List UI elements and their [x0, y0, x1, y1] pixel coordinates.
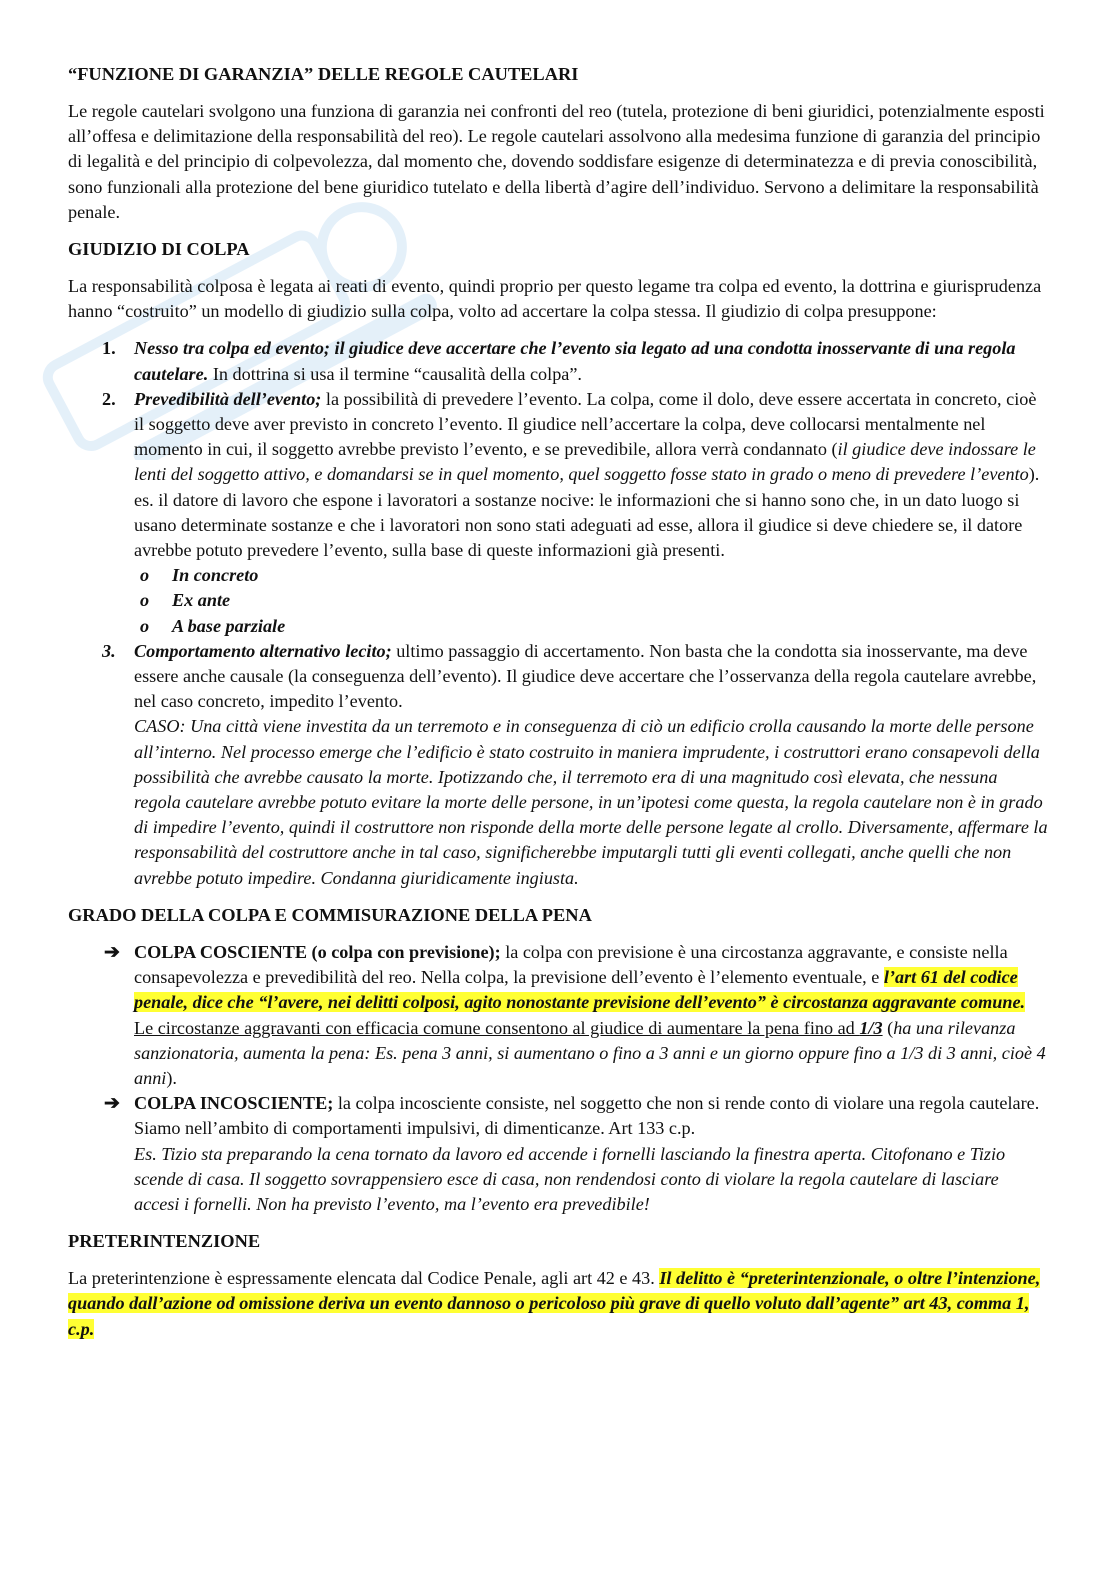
section-title-funzione-garanzia: “FUNZIONE DI GARANZIA” DELLE REGOLE CAUTELARI [68, 64, 579, 84]
bullet-icon: o [140, 565, 150, 586]
paragraph-preterintenzione: La preterintenzione è espressamente elencata dal Codice Penale, agli art 42 e 43. Il delitto è “preterintenzionale, o oltre l’intenzione, quando dall’azione od omissione deriva un evento dannoso o pericoloso più grave di quello voluto dall’agente” art 43, comma 1, c.p. [68, 1268, 1041, 1339]
arrow-right-icon: ➔ [104, 941, 120, 963]
paragraph-giudizio-colpa: La responsabilità colposa è legata ai reati di evento, quindi proprio per questo legame tra colpa ed evento, la dottrina e giurisprudenza hanno “costruito” un modello di giudizio sulla colpa, volto ad accertare la colpa stessa. Il giudizio di colpa presuppone: [68, 276, 1042, 322]
bullet-icon: o [140, 615, 150, 636]
giudizio-list [68, 336, 1048, 890]
list-item-colpa-cosciente: ➔ COLPA COSCIENTE (o colpa con previsione); la colpa con previsione è una circostanza aggravante, e consiste nella consapevolezza e prevedibilità del reo. Nella colpa, la previsione dell’evento è l’elemento eventuale, e l’art 61 del codice penale, dice che “l’avere, nei delitti colposi, agito nonostante previsione dell’evento” è circostanza aggravante comune. Le circostanze aggravanti con efficacia comune consentono al giudice di aumentare la pena fino ad 1/3 (ha una rilevanza sanzionatoria, aumenta la pena: Es. pena 3 anni, si aumentano o fino a 3 anni e un giorno oppure fino a 1/3 di 3 anni, cioè 4 anni). [104, 941, 1046, 1088]
list-item: 2. Prevedibilità dell’evento; la possibilità di prevedere l’evento. La colpa, come il dolo, deve essere accertata in concreto, cioè il soggetto deve aver previsto in concreto l’evento. Il giudice nell’accertare la colpa, deve collocarsi mentalmente nel momento in cui, il soggetto avrebbe previsto l’evento, e se prevedibile, allora verrà condannato (il giudice deve indossare le lenti del soggetto attivo, e domandarsi se in quel momento, quel soggetto fosse stato in grado o meno di prevedere l’evento). es. il datore di lavoro che espone i lavoratori a sostanze nocive: le informazioni che si hanno sono che, in un dato luogo si usano determinate sostanze e che i lavoratori non sono stati adeguati ad esse, allora il giudice si deve chiedere se, il datore avrebbe potuto prevedere l’evento, sulla base di queste informazioni già presenti. o In concreto o Ex ante o A base parziale [68, 387, 1048, 639]
document-page [68, 62, 1048, 1354]
caso-example: CASO: Una città viene investita da un terremoto e in conseguenza di ciò un edificio crolla causando la morte delle persone all’interno. Nel processo emerge che l’edificio è stato costruito in maniera imprudente, i costruttori erano consapevoli della possibilità che avrebbe causato la morte. Ipotizzando che, il terremoto era di una magnitudo così elevata, che nessuna regola cautelare avrebbe potuto evitare la morte delle persone, in un’ipotesi come questa, la regola cautelare non è in grado di impedire l’evento, quindi il costruttore non risponde della morte delle persone legate al crollo. Diversamente, affermare la responsabilità del costruttore anche in tal caso, significherebbe imputargli tutti gli eventi collegati, anche quelli che non avrebbe potuto impedire. Condanna giuridicamente ingiusta. [134, 716, 1048, 888]
paragraph-funzione-garanzia: Le regole cautelari svolgono una funziona di garanzia nei confronti del reo (tutela, protezione di beni giuridici, potenzialmente esposti all’offesa e delimitazione della responsabilità del reo). Le regole cautelari assolvono alla medesima funzione di garanzia del principio di legalità e del principio di colpevolezza, dal momento che, dovendo soddisfare esigenze di determinatezza e di previa conoscibilità, sono funzionali alla protezione del bene giuridico tutelato e della libertà d’agire dell’individuo. Servono a delimitare la responsabilità penale. [68, 101, 1045, 222]
list-item: 1. Nesso tra colpa ed evento; il giudice deve accertare che l’evento sia legato ad una condotta inosservante di una regola cautelare. In dottrina si usa il termine “causalità della colpa”. [102, 338, 1016, 384]
highlighted-text: Il delitto è “preterintenzionale, o oltre l’intenzione, quando dall’azione od omissione deriva un evento dannoso o pericoloso più grave di quello voluto dall’agente” art 43, comma 1, c.p. [68, 1268, 1041, 1339]
list-item-colpa-incosciente: ➔ COLPA INCOSCIENTE; la colpa incosciente consiste, nel soggetto che non si rende conto di violare una regola cautelare. Siamo nell’ambito di comportamenti impulsivi, di dimenticanze. Art 133 c.p. Es. Tizio sta preparando la cena tornato da lavoro ed accende i fornelli lasciando la finestra aperta. Citofonano e Tizio scende di casa. Il soggetto sovrappensiero esce di casa, non rendendosi conto di violare la regola cautelare di lasciare accesi i fornelli. Non ha previsto l’evento, ma l’evento era prevedibile! [104, 1093, 1040, 1214]
list-number: 2. [102, 388, 116, 409]
sub-list-item: o A base parziale [134, 614, 1048, 639]
section-title-preterintenzione: PRETERINTENZIONE [68, 1231, 261, 1252]
sub-list-item: o Ex ante [134, 588, 1048, 613]
highlighted-text: l’art 61 del codice penale, dice che “l’avere, nei delitti colposi, agito nonostante previsione dell’evento” è circostanza aggravante comune. [134, 967, 1026, 1013]
section-title-grado-colpa: GRADO DELLA COLPA E COMMISURAZIONE DELLA PENA [68, 904, 592, 925]
sub-list [134, 563, 1048, 639]
section-title-giudizio-colpa: GIUDIZIO DI COLPA [68, 239, 250, 260]
sub-list-item: o In concreto [134, 563, 1048, 588]
list-number: 1. [102, 338, 116, 359]
list-item: 3. Comportamento alternativo lecito; ultimo passaggio di accertamento. Non basta che la condotta sia inosservante, ma deve essere anche causale (la conseguenza dell’evento). Il giudice deve accertare che l’osservanza della regola cautelare avrebbe, nel caso concreto, impedito l’evento. CASO: Una città viene investita da un terremoto e in conseguenza di ciò un edificio crolla causando la morte delle persone all’interno. Nel processo emerge che l’edificio è stato costruito in maniera imprudente, i costruttori erano consapevoli della possibilità che avrebbe causato la morte. Ipotizzando che, il terremoto era di una magnitudo così elevata, che nessuna regola cautelare avrebbe potuto evitare la morte delle persone, in un’ipotesi come questa, la regola cautelare non è in grado di impedire l’evento, quindi il costruttore non risponde della morte delle persone legate al crollo. Diversamente, affermare la responsabilità del costruttore anche in tal caso, significherebbe imputargli tutti gli eventi collegati, anche quelli che non avrebbe potuto impedire. Condanna giuridicamente ingiusta. [102, 640, 1048, 888]
arrow-right-icon: ➔ [104, 1093, 120, 1115]
list-number: 3. [102, 640, 116, 661]
colpa-list [68, 940, 1048, 1217]
bullet-icon: o [140, 590, 150, 611]
